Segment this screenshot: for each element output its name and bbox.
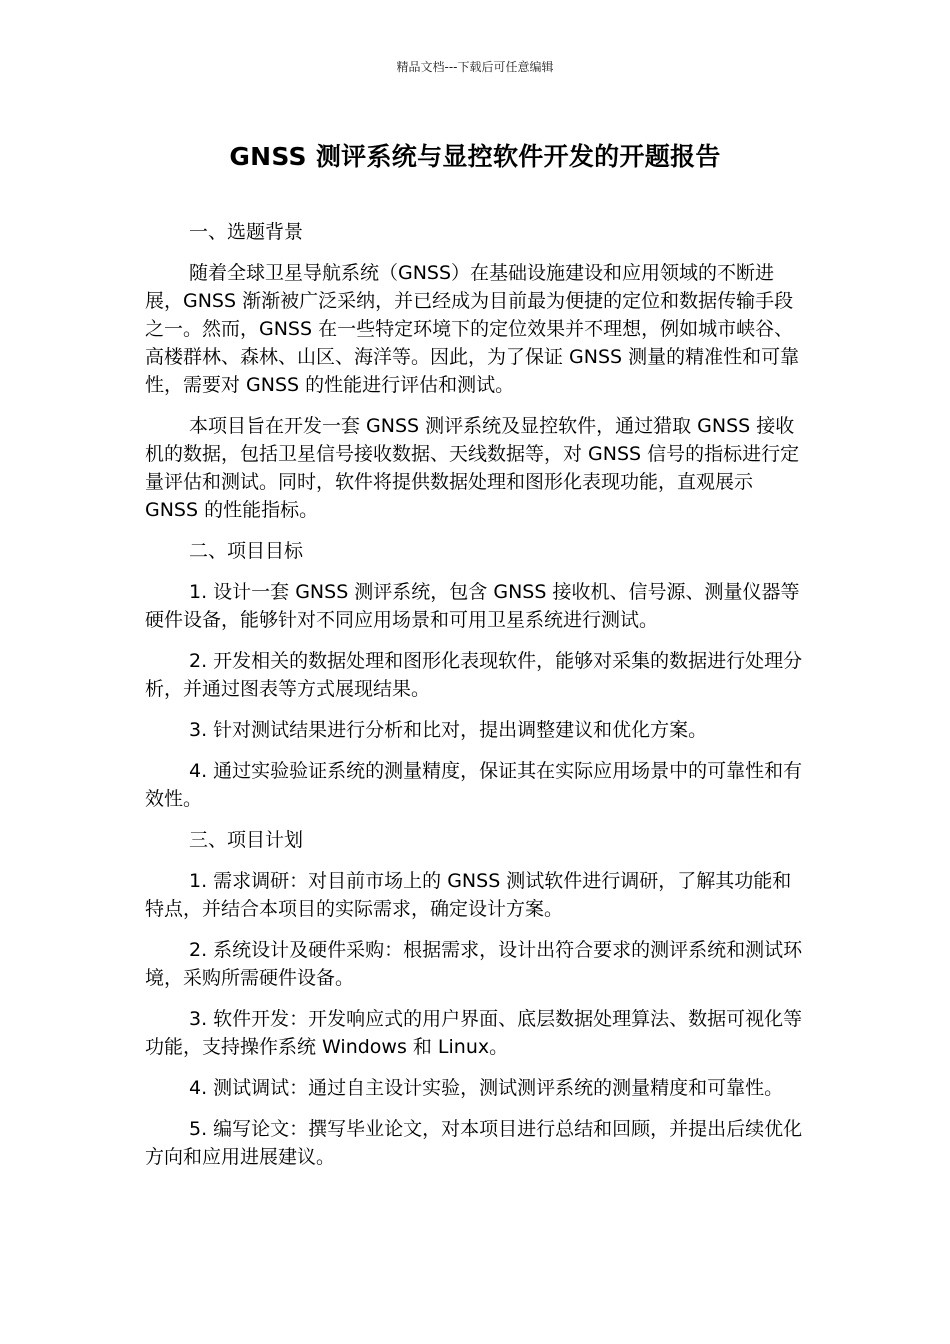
list-item: 5. 编写论文：撰写毕业论文，对本项目进行总结和回顾，并提出后续优化方向和应用进展建议。 (145, 1118, 803, 1168)
paragraph: 随着全球卫星导航系统（GNSS）在基础设施建设和应用领域的不断进展，GNSS 渐渐被广泛采纳，并已经成为目前最为便捷的定位和数据传输手段之一。然而，GNSS 在一些特定环境下的定位效果并不理想，例如城市峡谷、高楼群林、森林、山区、海洋等。因此，为了保证 GNSS 测量的精准性和可靠性，需要对 GNSS 的性能进行评估和测试。 (145, 262, 800, 396)
list-item: 2. 系统设计及硬件采购：根据需求，设计出符合要求的测评系统和测试环境，采购所需硬件设备。 (145, 939, 803, 989)
list-item: 3. 软件开发：开发响应式的用户界面、底层数据处理算法、数据可视化等功能，支持操作系统 Windows 和 Linux。 (145, 1008, 803, 1058)
list-item: 1. 需求调研：对目前市场上的 GNSS 测试软件进行调研，了解其功能和特点，并结合本项目的实际需求，确定设计方案。 (145, 870, 792, 920)
section-goals (145, 537, 810, 813)
section-plan (145, 826, 810, 1171)
list-item: 2. 开发相关的数据处理和图形化表现软件，能够对采集的数据进行处理分析，并通过图表等方式展现结果。 (145, 650, 803, 700)
paragraph: 本项目旨在开发一套 GNSS 测评系统及显控软件，通过猎取 GNSS 接收机的数据，包括卫星信号接收数据、天线数据等，对 GNSS 信号的指标进行定量评估和测试。同时，软件将提供数据处理和图形化表现功能，直观展示 GNSS 的性能指标。 (145, 415, 800, 521)
section-background (145, 218, 810, 524)
section-heading: 一、选题背景 (189, 221, 304, 243)
list-item: 3. 针对测试结果进行分析和比对，提出调整建议和优化方案。 (189, 719, 708, 741)
list-item: 4. 测试调试：通过自主设计实验，测试测评系统的测量精度和可靠性。 (189, 1077, 784, 1099)
document-title: GNSS 测评系统与显控软件开发的开题报告 (229, 142, 721, 171)
document-body (145, 218, 810, 1184)
header-note: 精品文档---下载后可任意编辑 (396, 60, 554, 74)
list-item: 1. 设计一套 GNSS 测评系统，包含 GNSS 接收机、信号源、测量仪器等硬件设备，能够针对不同应用场景和可用卫星系统进行测试。 (145, 581, 800, 631)
list-item: 4. 通过实验验证系统的测量精度，保证其在实际应用场景中的可靠性和有效性。 (145, 760, 803, 810)
section-heading: 三、项目计划 (189, 829, 304, 851)
section-heading: 二、项目目标 (189, 540, 304, 562)
